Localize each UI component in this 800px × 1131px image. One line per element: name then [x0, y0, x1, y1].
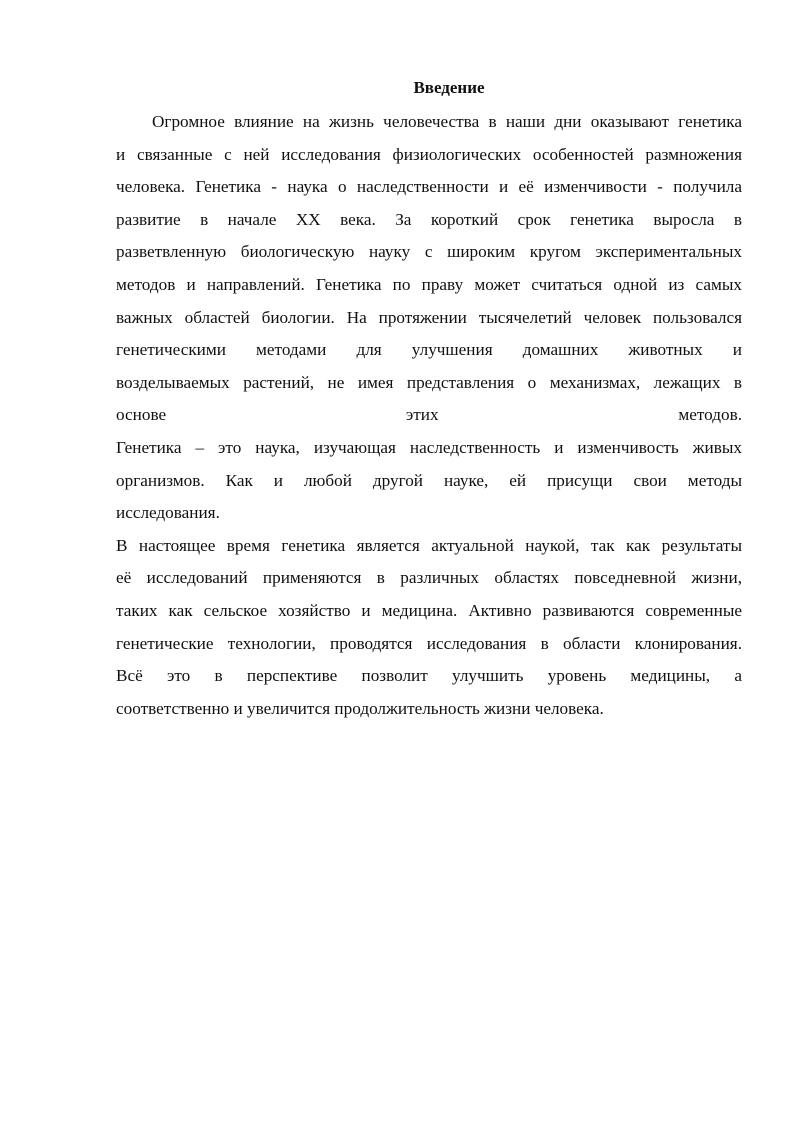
paragraph-current-state — [116, 530, 742, 726]
paragraph-line: развитие в начале XX века. За короткий срок генетика выросла в — [116, 209, 742, 229]
paragraph-intro — [116, 106, 742, 432]
paragraph-line: Огромное влияние на жизнь человечества в наши дни оказывают генетика — [152, 112, 742, 131]
paragraph-definition — [116, 432, 742, 530]
paragraph-line: организмов. Как и любой другой науке, ей присущи свои методы — [116, 470, 742, 490]
paragraph-line: возделываемых растений, не имея представления о механизмах, лежащих в — [116, 372, 742, 392]
paragraph-line: её исследований применяются в различных областях повседневной жизни, — [116, 568, 742, 588]
paragraph-line: соответственно и увеличится продолжительность жизни человека. — [116, 698, 604, 718]
paragraph-line: Всё это в перспективе позволит улучшить уровень медицины, а — [116, 666, 742, 686]
paragraph-line: генетическими методами для улучшения домашних животных и — [116, 340, 742, 360]
paragraph-line: и связанные с ней исследования физиологических особенностей размножения — [116, 144, 742, 164]
paragraph-line: разветвленную биологическую науку с широким кругом экспериментальных — [116, 242, 742, 262]
paragraph-line: основе этих методов. — [116, 405, 742, 425]
paragraph-line: генетические технологии, проводятся исследования в области клонирования. — [116, 633, 742, 653]
document-page — [116, 74, 742, 725]
page-title: Введение — [413, 78, 485, 97]
paragraph-line: важных областей биологии. На протяжении тысячелетий человек пользовался — [116, 307, 742, 327]
paragraph-line: исследования. — [116, 503, 220, 523]
paragraph-line: методов и направлений. Генетика по праву может считаться одной из самых — [116, 274, 742, 294]
paragraph-line: Генетика – это наука, изучающая наследственность и изменчивость живых — [116, 437, 742, 457]
paragraph-line: В настоящее время генетика является актуальной наукой, так как результаты — [116, 535, 742, 555]
paragraph-line: таких как сельское хозяйство и медицина. Активно развиваются современные — [116, 600, 742, 620]
paragraph-line: человека. Генетика - наука о наследственности и её изменчивости - получила — [116, 177, 742, 197]
